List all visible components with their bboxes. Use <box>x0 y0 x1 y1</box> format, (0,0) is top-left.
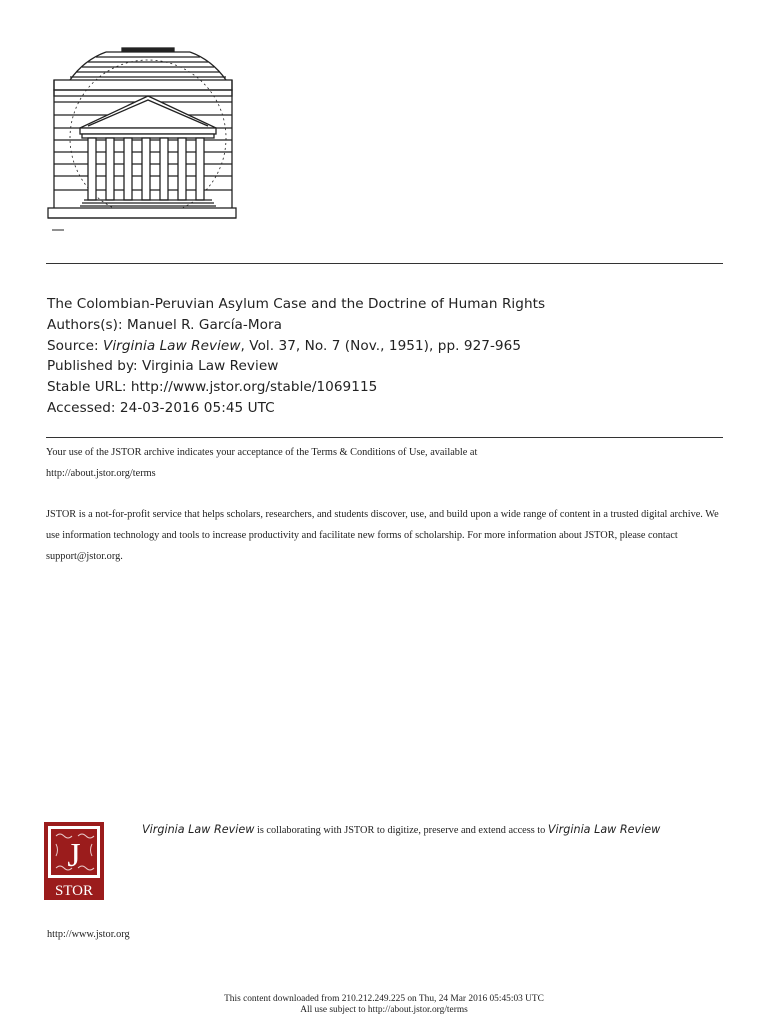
footer-download-line: This content downloaded from 210.212.249.225 on Thu, 24 Mar 2016 05:45:03 UTC <box>224 994 544 1004</box>
jstor-logo-icon <box>44 822 104 900</box>
article-stable-url[interactable]: Stable URL: http://www.jstor.org/stable/1069115 <box>47 379 378 396</box>
article-publisher: Published by: Virginia Law Review <box>47 358 279 375</box>
collaboration-notice <box>142 824 702 838</box>
source-journal: Virginia Law Review <box>103 337 241 354</box>
terms-notice <box>46 442 726 484</box>
footer-terms-line: All use subject to http://about.jstor.org/terms <box>300 1004 468 1015</box>
article-accessed: Accessed: 24-03-2016 05:45 UTC <box>47 399 275 416</box>
jstor-logo-letter: J <box>67 837 81 874</box>
jstor-logo-wordmark: STOR <box>54 883 94 899</box>
collab-journal-a: Virginia Law Review <box>142 823 255 836</box>
collab-middle: is collaborating with JSTOR to digitize, preserve and extend access to <box>254 825 548 836</box>
jstor-url-link[interactable]: http://www.jstor.org <box>47 929 130 940</box>
collab-journal-b: Virginia Law Review <box>547 823 661 836</box>
rotunda-illustration <box>44 40 240 240</box>
download-footer <box>0 994 768 1015</box>
jstor-description: JSTOR is a not-for-profit service that helps scholars, researchers, and students discover, use, and build upon a wide range of content in a trusted digital archive. We use information technology and tools to increase productivity and facilitate new forms of scholarship. For more information about JSTOR, please contact support@jstor.org. <box>46 509 719 562</box>
article-authors: Authors(s): Manuel R. García-Mora <box>47 316 283 333</box>
middle-divider <box>46 437 723 438</box>
article-title: The Colombian-Peruvian Asylum Case and the Doctrine of Human Rights <box>47 296 546 312</box>
terms-link[interactable]: http://about.jstor.org/terms <box>46 468 156 479</box>
top-divider <box>46 263 723 264</box>
source-prefix: Source: <box>47 337 103 354</box>
article-metadata <box>47 294 727 419</box>
source-details: , Vol. 37, No. 7 (Nov., 1951), pp. 927-965 <box>240 337 522 354</box>
article-source <box>47 336 727 357</box>
terms-line: Your use of the JSTOR archive indicates your acceptance of the Terms & Conditions of Use, available at <box>46 447 478 458</box>
